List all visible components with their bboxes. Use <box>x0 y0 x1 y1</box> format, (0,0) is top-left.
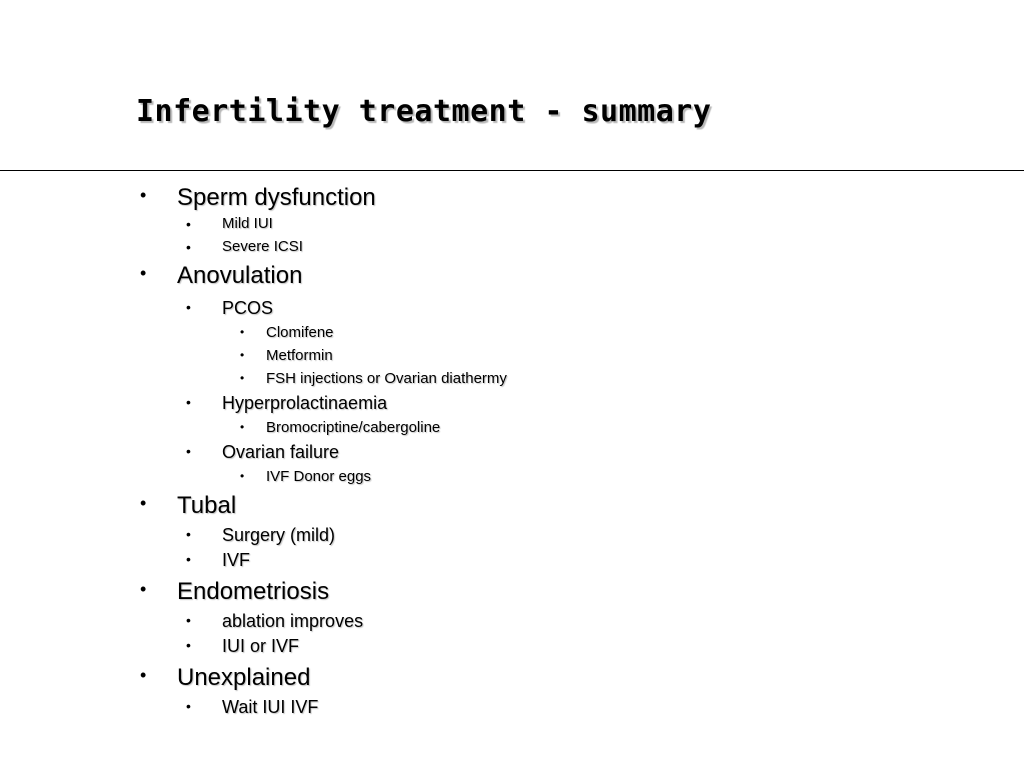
bullet-dot: • <box>186 526 191 542</box>
bullet-dot: • <box>186 216 191 232</box>
bullet-dot: • <box>186 443 191 459</box>
sub-sub-bullet-metformin: Metformin <box>266 347 333 364</box>
bullet-dot: • <box>140 493 147 513</box>
bullet-tubal: Tubal <box>177 492 237 519</box>
bullet-endometriosis: Endometriosis <box>177 578 330 605</box>
sub-bullet-ovarian-failure: Ovarian failure <box>222 442 340 462</box>
bullet-dot: • <box>140 263 147 283</box>
bullet-dot: • <box>186 612 191 628</box>
bullet-dot: • <box>240 325 245 339</box>
bullet-dot: • <box>186 394 191 410</box>
sub-sub-bullet-fsh: FSH injections or Ovarian diathermy <box>266 370 507 387</box>
bullet-dot: • <box>140 665 147 685</box>
bullet-dot: • <box>240 371 245 385</box>
sub-bullet-ivf: IVF <box>222 550 251 570</box>
sub-bullet-iui-or-ivf: IUI or IVF <box>222 636 300 656</box>
sub-bullet-mild-iui: Mild IUI <box>222 215 273 232</box>
bullet-dot: • <box>186 239 191 255</box>
sub-sub-bullet-bromocriptine: Bromocriptine/cabergoline <box>266 419 441 436</box>
bullet-dot: • <box>140 185 147 205</box>
sub-sub-bullet-ivf-donor-eggs: IVF Donor eggs <box>266 468 372 485</box>
bullet-dot: • <box>240 469 245 483</box>
bullet-anovulation: Anovulation <box>177 262 303 289</box>
bullet-dot: • <box>240 348 245 362</box>
sub-bullet-severe-icsi: Severe ICSI <box>222 238 303 255</box>
sub-bullet-surgery-mild: Surgery (mild) <box>222 525 336 545</box>
sub-sub-bullet-clomifene: Clomifene <box>266 324 334 341</box>
bullet-dot: • <box>186 551 191 567</box>
sub-bullet-ablation-improves: ablation improves <box>222 611 364 631</box>
bullet-unexplained: Unexplained <box>177 664 311 691</box>
title-divider <box>0 170 1024 171</box>
bullet-dot: • <box>240 420 245 434</box>
sub-bullet-hyperprolactinaemia: Hyperprolactinaemia <box>222 393 388 413</box>
bullet-dot: • <box>186 299 191 315</box>
sub-bullet-wait-iui-ivf: Wait IUI IVF <box>222 697 319 717</box>
sub-bullet-pcos: PCOS <box>222 298 274 318</box>
bullet-dot: • <box>140 579 147 599</box>
bullet-dot: • <box>186 698 191 714</box>
bullet-sperm-dysfunction: Sperm dysfunction <box>177 184 376 211</box>
bullet-dot: • <box>186 637 191 653</box>
slide-title: Infertility treatment - summary <box>136 94 712 129</box>
